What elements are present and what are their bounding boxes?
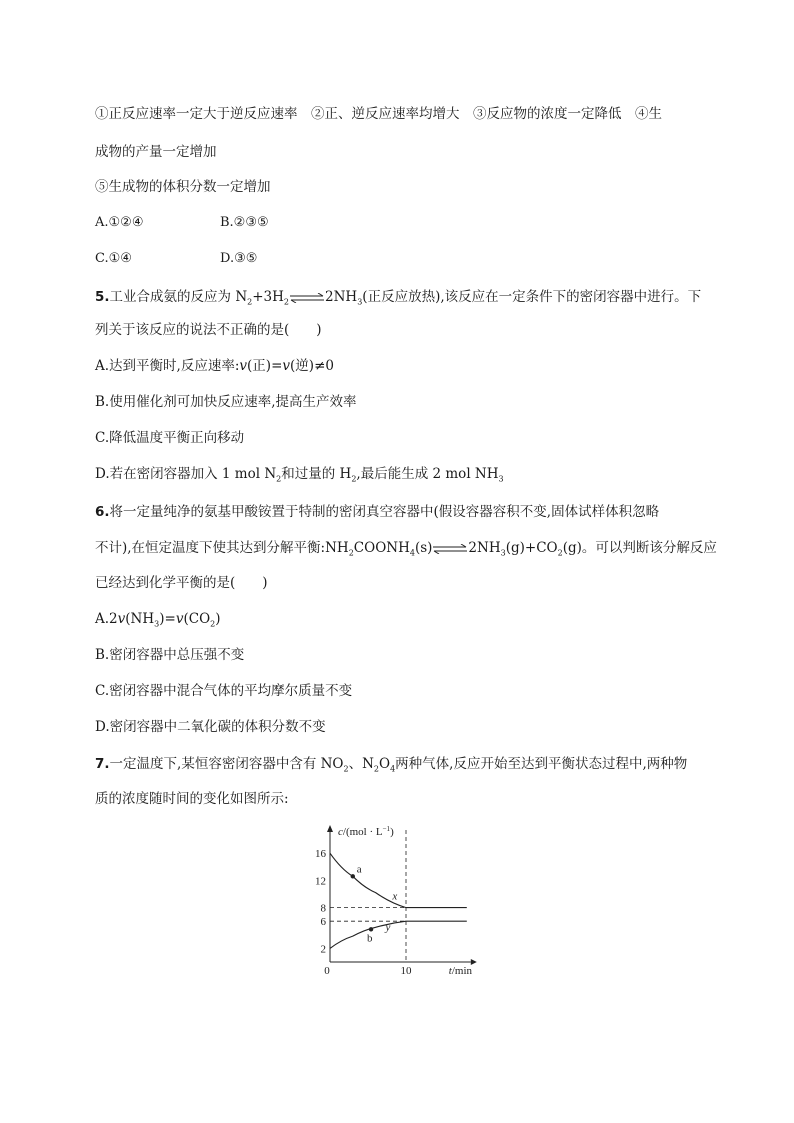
series-x-curve <box>330 853 467 907</box>
q5-opt-a-v: v <box>282 358 291 374</box>
q6-opt-a-text: A.2 <box>95 611 118 627</box>
q6-opt-c-text: C.密闭容器中混合气体的平均摩尔质量不变 <box>95 683 353 699</box>
q6-sub: 4 <box>409 548 415 558</box>
y-tick-label: 8 <box>320 902 326 915</box>
series-label-x: x <box>392 890 398 903</box>
q6-option-d[interactable] <box>95 718 326 736</box>
y-tick-label: 6 <box>320 916 326 929</box>
q6-sub: 2 <box>210 619 216 629</box>
q5-sub: 3 <box>498 474 504 484</box>
concentration-time-chart <box>300 822 490 982</box>
q4-items-line1 <box>95 105 662 123</box>
q5-opt-d-text: ,最后能生成 2 mol NH <box>356 466 499 482</box>
q6-sub: 2 <box>557 548 563 558</box>
q6-stem-text: (g)+CO <box>505 540 558 556</box>
q5-sub: 2 <box>351 474 357 484</box>
q4-items-text2: 成物的产量一定增加 <box>95 144 217 160</box>
q5-opt-a-text: (正)= <box>247 358 283 374</box>
equilibrium-arrow-icon <box>289 293 325 303</box>
q7-stem-text: O <box>379 756 391 772</box>
q6-stem-text: 不计),在恒定温度下使其达到分解平衡:NH <box>95 540 349 556</box>
q5-sub: 3 <box>357 297 363 307</box>
q4-items-text1: ①正反应速率一定大于逆反应速率 ②正、逆反应速率均增大 ③反应物的浓度一定降低 ④生 <box>95 106 662 122</box>
q5-opt-a-text: (逆)≠0 <box>290 358 334 374</box>
q6-stem-text: 2NH <box>468 540 501 556</box>
q5-stem-text-c: 2NH <box>325 289 358 305</box>
q4-items-line2 <box>95 143 217 161</box>
x-axis-label: t/min <box>448 965 473 977</box>
q5-option-c[interactable] <box>95 429 244 447</box>
origin-label: 0 <box>324 965 330 977</box>
q4-items-text3: ⑤生成物的体积分数一定增加 <box>95 179 271 195</box>
series-y-curve <box>330 921 467 948</box>
q4-option-d[interactable]: D.③⑤ <box>220 251 258 266</box>
q6-opt-a-v: v <box>117 611 126 627</box>
series-y-marker <box>369 927 373 931</box>
q5-stem-line1 <box>95 288 701 312</box>
q4-option-c[interactable]: C.①④ <box>95 251 132 266</box>
q5-stem-text-b: +3H <box>252 289 284 305</box>
q7-stem-text: 一定温度下,某恒容密闭容器中含有 NO <box>109 756 344 772</box>
q5-stem-text-2: 列关于该反应的说法不正确的是( ) <box>95 322 322 338</box>
q5-opt-a-text: A.达到平衡时,反应速率: <box>95 358 240 374</box>
q5-opt-c-text: C.降低温度平衡正向移动 <box>95 430 245 446</box>
q5-opt-d-text: D.若在密闭容器加入 1 mol N <box>95 466 277 482</box>
q6-stem-text-1: 将一定量纯净的氨基甲酸铵置于特制的密闭真空容器中(假设容器容积不变,固体试样体积忽略 <box>109 504 660 520</box>
q6-option-a[interactable] <box>95 610 221 634</box>
q6-opt-b-text: B.密闭容器中总压强不变 <box>95 647 245 663</box>
q5-stem-line2 <box>95 321 322 339</box>
q7-stem-line2 <box>95 790 289 808</box>
q6-stem-line3 <box>95 574 268 592</box>
q6-stem-line2 <box>95 539 717 563</box>
q7-stem-text-2: 质的浓度随时间的变化如图所示: <box>95 791 289 807</box>
q6-option-c[interactable] <box>95 682 352 700</box>
q5-sub: 2 <box>276 474 282 484</box>
q6-sub: 3 <box>154 619 160 629</box>
q6-stem-text: (s) <box>414 540 433 556</box>
y-axis-label: $c/(mol \cdot L^{-1})$ <box>338 825 394 838</box>
y-tick-label: 16 <box>315 848 326 861</box>
y-tick-label: 2 <box>320 943 326 956</box>
q6-opt-a-text: ) <box>215 611 221 627</box>
q5-number: 5. <box>95 289 110 305</box>
q5-opt-b-text: B.使用催化剂可加快反应速率,提高生产效率 <box>95 394 357 410</box>
q7-sub: 2 <box>373 764 379 774</box>
q5-option-d[interactable] <box>95 465 504 489</box>
q6-number: 6. <box>95 504 110 520</box>
point-label-b: b <box>367 932 373 945</box>
q7-stem-text: 、N <box>348 756 374 772</box>
q7-sub: 2 <box>343 764 349 774</box>
q5-opt-a-v: v <box>239 358 248 374</box>
q5-option-b[interactable] <box>95 393 357 411</box>
q6-sub: 2 <box>348 548 354 558</box>
q6-stem-text: (g)。可以判断该分解反应 <box>562 540 717 556</box>
q6-stem-text: COONH <box>353 540 410 556</box>
q7-stem-line1 <box>95 755 687 779</box>
q7-stem-text: 两种气体,反应开始至达到平衡状态过程中,两种物 <box>395 756 688 772</box>
q5-opt-d-text: 和过量的 H <box>281 466 352 482</box>
equilibrium-arrow-icon <box>432 544 468 554</box>
q6-opt-a-text: (NH <box>125 611 155 627</box>
q4-option-b[interactable]: B.②③⑤ <box>220 215 269 230</box>
series-label-y: y <box>385 921 391 934</box>
q6-option-b[interactable] <box>95 646 244 664</box>
q4-items-line3 <box>95 178 271 196</box>
q6-sub: 3 <box>500 548 506 558</box>
q5-sub: 2 <box>283 297 290 307</box>
y-axis-arrow <box>327 825 333 832</box>
q6-opt-a-v: v <box>175 611 184 627</box>
q5-stem-text-a: 工业合成氨的反应为 N <box>109 289 248 305</box>
q6-stem-text-3: 已经达到化学平衡的是( ) <box>95 575 268 591</box>
q5-sub: 2 <box>247 297 253 307</box>
y-tick-label: 12 <box>315 875 326 888</box>
q7-sub: 4 <box>390 764 396 774</box>
q5-stem-text-d: (正反应放热),该反应在一定条件下的密闭容器中进行。下 <box>362 289 702 305</box>
x-tick-label: 10 <box>400 965 412 977</box>
q5-option-a[interactable] <box>95 357 334 375</box>
q6-opt-a-text: )= <box>159 611 176 627</box>
q4-option-a[interactable]: A.①②④ <box>95 215 144 230</box>
q6-opt-d-text: D.密闭容器中二氧化碳的体积分数不变 <box>95 719 326 735</box>
series-x-marker <box>351 874 355 878</box>
q7-number: 7. <box>95 756 110 772</box>
point-label-a: a <box>356 863 362 876</box>
q6-opt-a-text: (CO <box>183 611 211 627</box>
q6-stem-line1 <box>95 503 659 521</box>
